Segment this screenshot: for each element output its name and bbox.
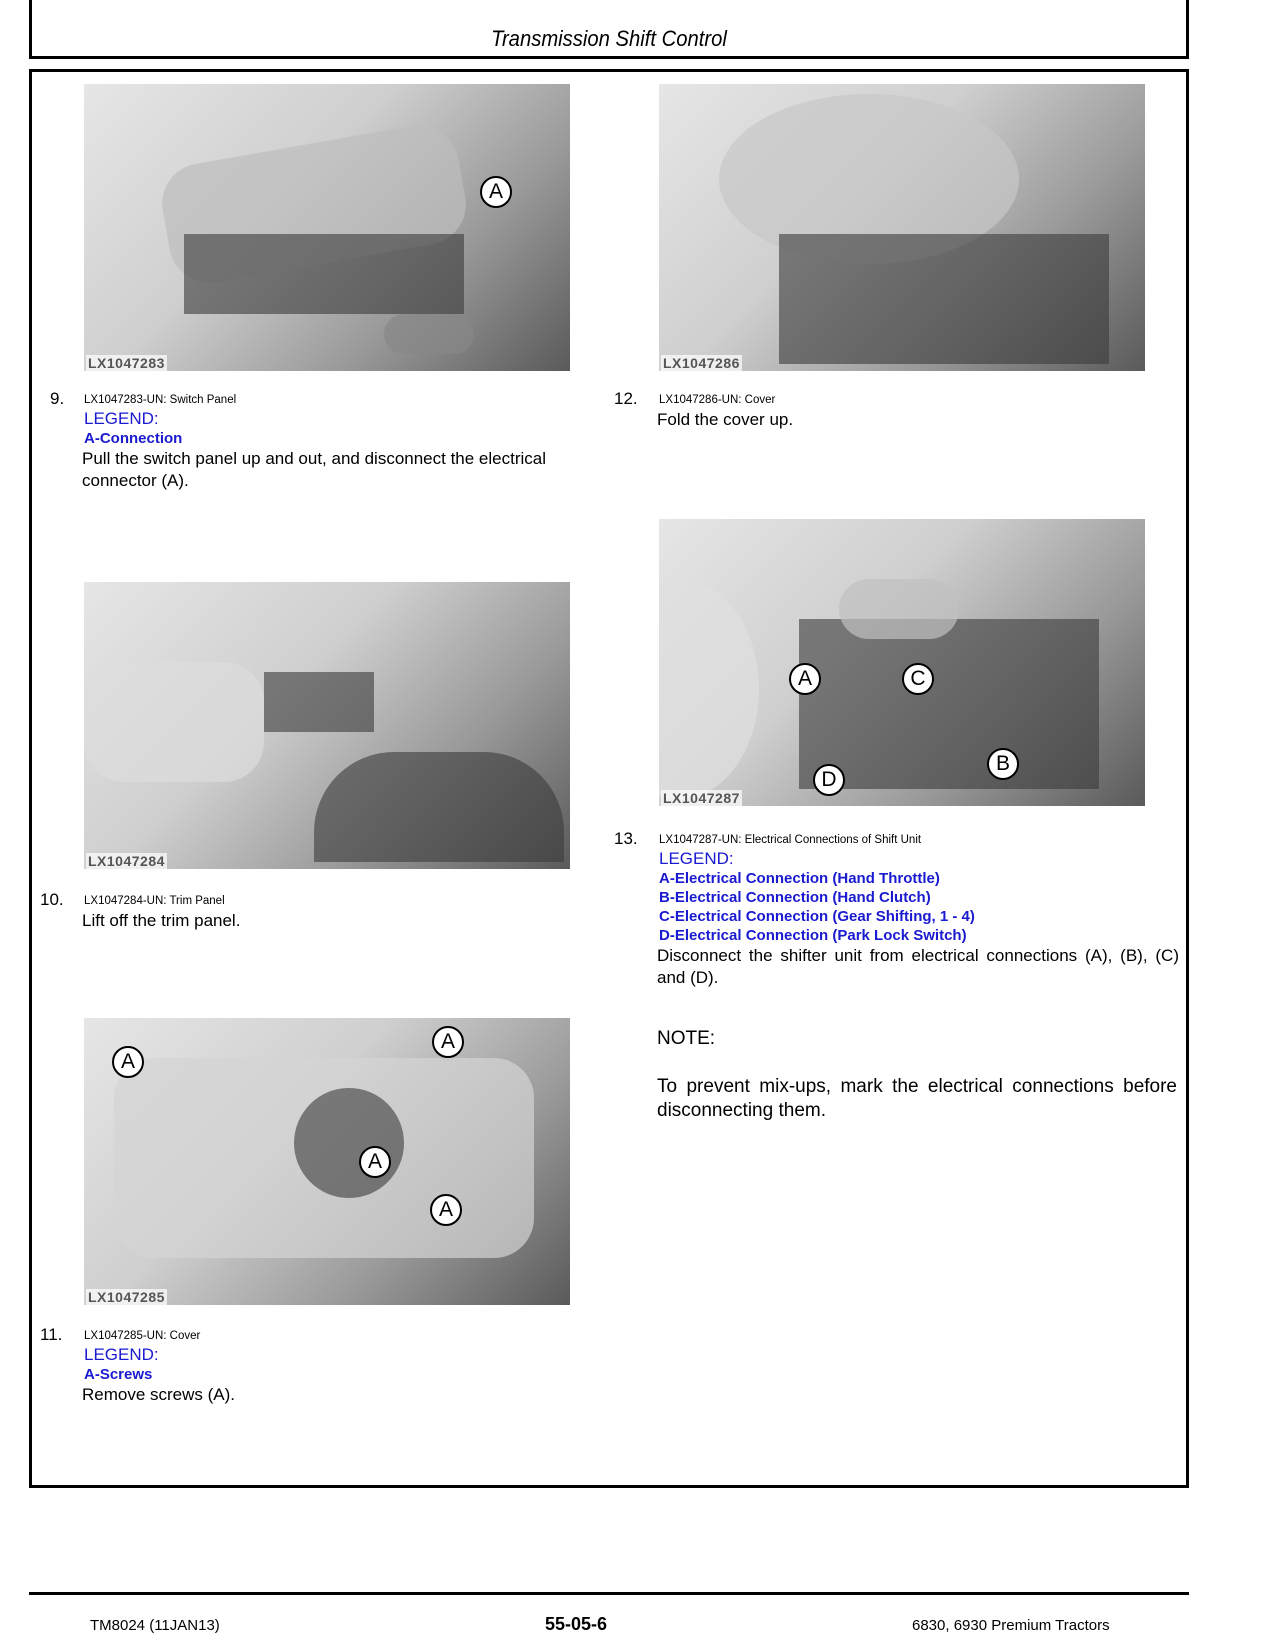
callout-a: A — [359, 1146, 391, 1178]
step-number: 13. — [614, 829, 638, 848]
legend-item: C-Electrical Connection (Gear Shifting, 1 - 4) — [659, 908, 975, 925]
figure-code: LX1047287 — [663, 790, 740, 806]
step-13 — [614, 831, 1179, 989]
figure-shift-unit-connections — [659, 519, 1145, 806]
step-text: Lift off the trim panel. — [82, 911, 241, 930]
step-text: Pull the switch panel up and out, and disconnect the electrical connector (A). — [82, 449, 547, 490]
step-11 — [40, 1325, 610, 1406]
step-text: Fold the cover up. — [657, 410, 794, 429]
page-header — [29, 0, 1189, 59]
callout-d: D — [813, 764, 845, 796]
figure-code: LX1047284 — [88, 853, 165, 869]
legend-item: A-Electrical Connection (Hand Throttle) — [659, 870, 940, 887]
footer-product: 6830, 6930 Premium Tractors — [912, 1617, 1110, 1634]
legend-item: A-Connection — [84, 430, 183, 447]
step-text: Disconnect the shifter unit from electrical connections (A), (B), (C) and (D). — [657, 946, 1179, 987]
figure-code: LX1047286 — [663, 355, 740, 371]
figure-switch-panel — [84, 84, 570, 371]
figure-trim-panel — [84, 582, 570, 869]
step-number: 11. — [40, 1325, 63, 1344]
step-number: 12. — [614, 389, 638, 408]
footer-manual-id: TM8024 (11JAN13) — [90, 1617, 220, 1634]
page-title: Transmission Shift Control — [491, 26, 727, 51]
figure-caption: LX1047285-UN: Cover — [84, 1330, 201, 1342]
footer-divider — [29, 1592, 1189, 1595]
figure-code: LX1047283 — [88, 355, 165, 371]
step-10 — [40, 890, 610, 932]
note-text: To prevent mix-ups, mark the electrical connections before disconnecting them. — [657, 1076, 1177, 1121]
legend-item: A-Screws — [84, 1366, 153, 1383]
callout-a: A — [432, 1026, 464, 1058]
legend-label: LEGEND: — [84, 1345, 159, 1364]
legend-label: LEGEND: — [84, 409, 159, 428]
legend-label: LEGEND: — [659, 849, 734, 868]
figure-code: LX1047285 — [88, 1289, 165, 1305]
step-text: Remove screws (A). — [82, 1385, 236, 1404]
callout-a: A — [480, 176, 512, 208]
callout-a: A — [430, 1194, 462, 1226]
callout-c: C — [902, 663, 934, 695]
callout-a: A — [789, 663, 821, 695]
legend-item: D-Electrical Connection (Park Lock Switch) — [659, 927, 967, 944]
callout-a: A — [112, 1046, 144, 1078]
figure-caption: LX1047284-UN: Trim Panel — [84, 895, 225, 907]
figure-caption: LX1047286-UN: Cover — [659, 394, 776, 406]
figure-cover-screws — [84, 1018, 570, 1305]
step-12 — [614, 391, 1174, 431]
figure-caption: LX1047283-UN: Switch Panel — [84, 394, 237, 406]
legend-item: B-Electrical Connection (Hand Clutch) — [659, 889, 931, 906]
note-label: NOTE: — [657, 1028, 716, 1049]
footer-page-number: 55-05-6 — [545, 1614, 608, 1634]
figure-caption: LX1047287-UN: Electrical Connections of Shift Unit — [659, 834, 922, 846]
step-9 — [50, 391, 610, 492]
step-number: 9. — [50, 389, 65, 408]
step-number: 10. — [40, 890, 64, 909]
figure-cover — [659, 84, 1145, 371]
callout-b: B — [987, 748, 1019, 780]
